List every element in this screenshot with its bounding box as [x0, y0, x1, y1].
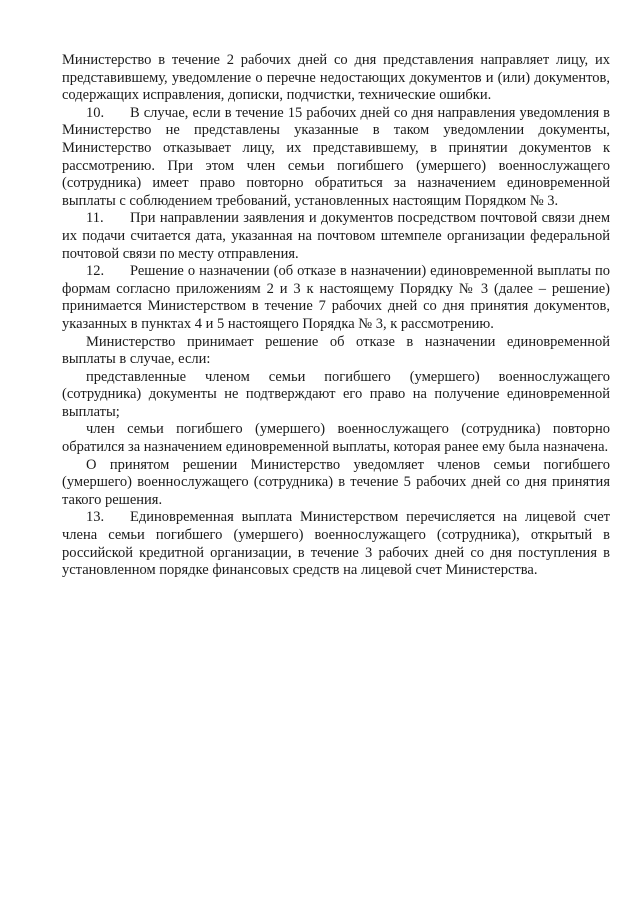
- paragraph-11-text: При направлении заявления и документов посредством почтовой связи днем их подачи считается дата, указанная на почтовом штемпеле организации федеральной почтовой связи по месту отправления.: [62, 210, 610, 262]
- paragraph-12: [62, 263, 610, 333]
- paragraph-13-number: 13.: [86, 509, 105, 526]
- paragraph-10-number: 10.: [86, 104, 105, 121]
- paragraph-12-case-2: член семьи погибшего (умершего) военнослужащего (сотрудника) повторно обратился за назначением единовременной выплаты, которая ранее ему была назначена.: [62, 421, 610, 456]
- paragraph-12-notification: О принятом решении Министерство уведомляет членов семьи погибшего (умершего) военнослужащего (сотрудника) в течение 5 рабочих дней со дня принятия такого решения.: [62, 456, 610, 508]
- paragraph-continuation: Министерство в течение 2 рабочих дней со дня представления направляет лицу, их представившему, уведомление о перечне недостающих документов и (или) документов, содержащих исправления, дописки, подчистки, технические ошибки.: [62, 52, 610, 104]
- document-page: [62, 52, 610, 580]
- paragraph-13-text: Единовременная выплата Министерством перечисляется на лицевой счет члена семьи погибшего (умершего) военнослужащего (сотрудника), открытый в российской кредитной организации, в течение 3 рабочих дней со дня поступления в установленном порядке финансовых средств на лицевой счет Министерства.: [62, 509, 610, 579]
- paragraph-12-case-1: представленные членом семьи погибшего (умершего) военнослужащего (сотрудника) документы не подтверждают его право на получение единовременной выплаты;: [62, 368, 610, 420]
- paragraph-12-number: 12.: [86, 263, 105, 280]
- paragraph-10: [62, 105, 610, 211]
- paragraph-11: [62, 210, 610, 263]
- paragraph-12-text: Решение о назначении (об отказе в назначении) единовременной выплаты по формам согласно приложениям 2 и 3 к настоящему Порядку № 3 (далее – решение) принимается Министерством в течение 7 рабочих дней со дня принятия документов, указанных в пунктах 4 и 5 настоящего Порядка № 3, к рассмотрению.: [62, 263, 610, 332]
- paragraph-12-refusal: Министерство принимает решение об отказе в назначении единовременной выплаты в случае, если:: [62, 333, 610, 368]
- paragraph-11-number: 11.: [86, 210, 104, 227]
- paragraph-13: [62, 509, 610, 579]
- paragraph-10-text: В случае, если в течение 15 рабочих дней со дня направления уведомления в Министерство не представлены указанные в таком уведомлении документы, Министерство отказывает лицу, их представившему, в принятии документов к рассмотрению. При этом член семьи погибшего (умершего) военнослужащего (сотрудника) имеет право повторно обратиться за назначением единовременной выплаты с соблюдением требований, установленных настоящим Порядком № 3.: [62, 104, 610, 209]
